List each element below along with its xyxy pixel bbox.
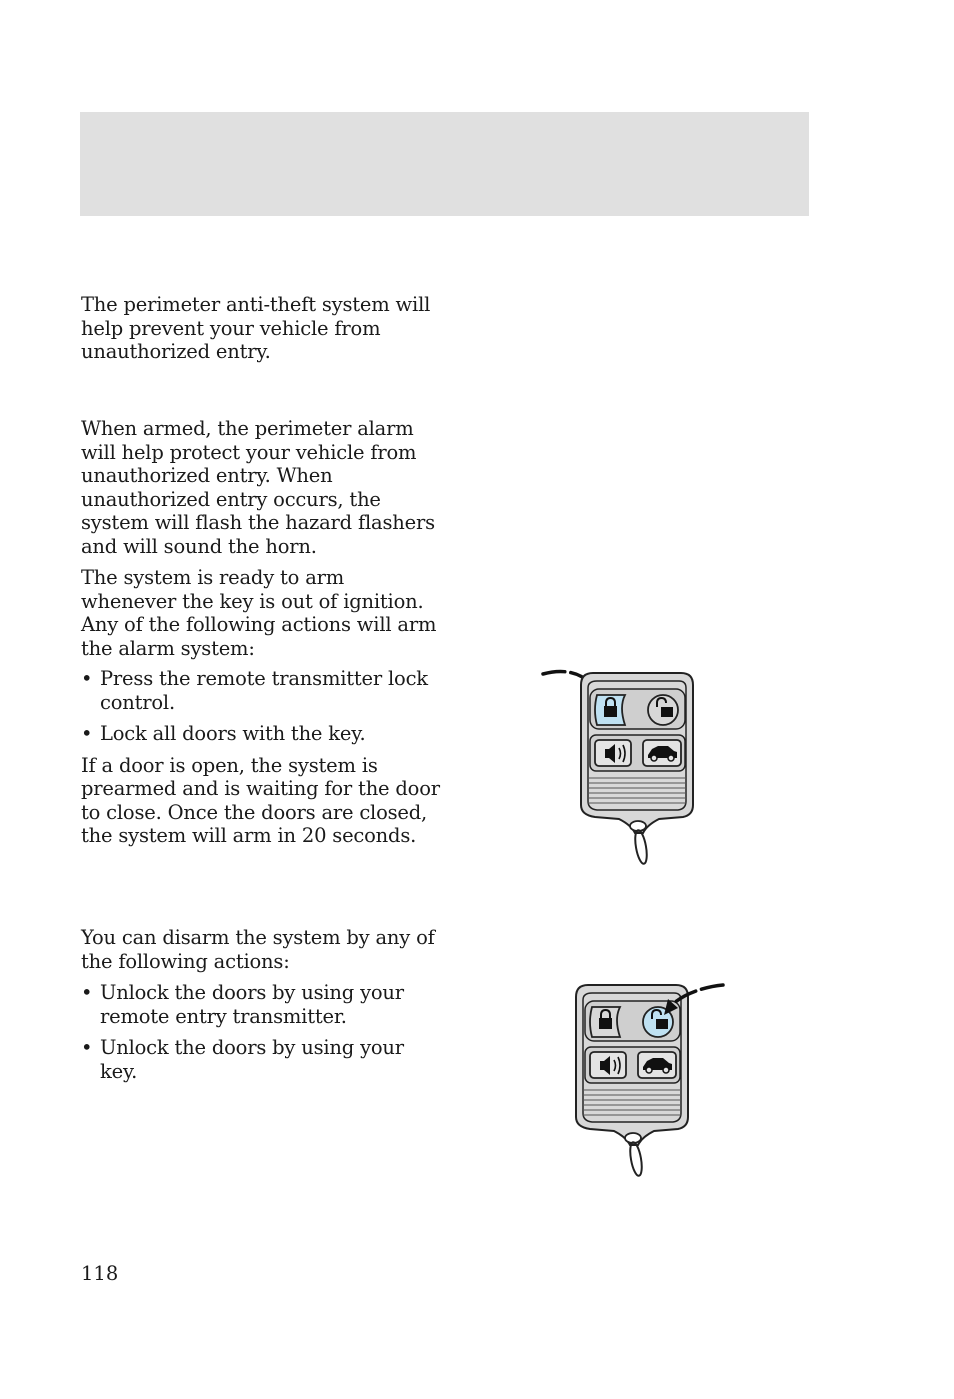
bullet-text: Lock all doors with the key.	[100, 722, 366, 745]
page-number: 118	[81, 1262, 119, 1285]
disarming-bullet-1	[81, 981, 441, 1028]
arming-bullet-2	[81, 722, 441, 746]
arming-paragraph-1: When armed, the perimeter alarm will help protect your vehicle from unauthorized entry. When unauthorized entry occurs, the system will flash the hazard flashers and will sound the horn.	[81, 417, 435, 558]
arming-paragraph-3: If a door is open, the system is prearmed and is waiting for the door to close. Once the doors are closed, the system will arm in 20 seconds.	[81, 753, 440, 847]
bullet-icon: •	[81, 667, 93, 690]
intro-section	[81, 293, 441, 364]
key-fob-lock-illustration	[535, 665, 705, 870]
key-ring	[633, 829, 649, 864]
bullet-icon: •	[81, 981, 93, 1004]
arming-paragraph-2: The system is ready to arm whenever the key is out of ignition. Any of the following actions will arm the alarm system:	[81, 566, 437, 660]
intro-paragraph: The perimeter anti-theft system will help prevent your vehicle from unauthorized entry.	[81, 293, 431, 363]
arming-section	[81, 417, 441, 848]
disarming-paragraph-1: You can disarm the system by any of the following actions:	[81, 926, 435, 973]
header-band	[80, 112, 809, 216]
bullet-text: Press the remote transmitter lock control.	[100, 667, 428, 714]
bullet-icon: •	[81, 722, 93, 745]
disarming-section	[81, 926, 441, 1083]
bullet-text: Unlock the doors by using your key.	[100, 1036, 404, 1083]
disarming-bullet-2	[81, 1036, 441, 1083]
bullet-icon: •	[81, 1036, 93, 1059]
key-ring	[628, 1141, 644, 1176]
arming-bullet-1	[81, 667, 441, 714]
bullet-text: Unlock the doors by using your remote entry transmitter.	[100, 981, 404, 1028]
key-fob-unlock-illustration	[520, 977, 735, 1182]
